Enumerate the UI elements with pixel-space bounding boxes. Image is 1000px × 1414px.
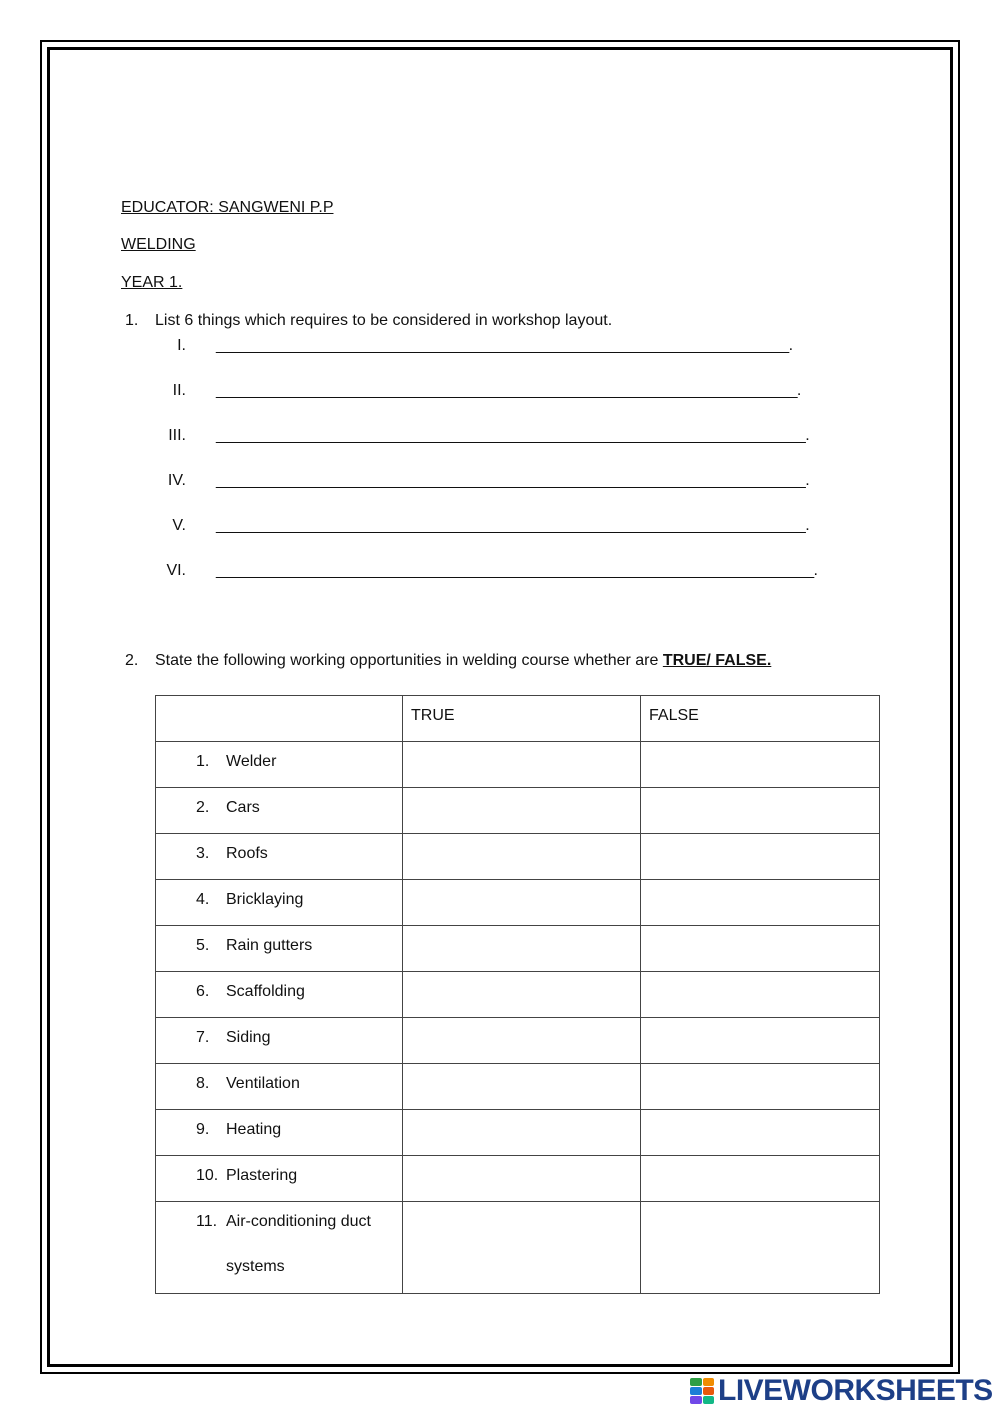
item-number: 1. (196, 753, 210, 770)
true-false-table (155, 695, 880, 1294)
header-cell-false: FALSE (641, 696, 880, 742)
question-1-text: List 6 things which requires to be considered in workshop layout. (155, 312, 613, 329)
true-answer-cell[interactable] (403, 880, 641, 926)
item-cell (156, 926, 403, 972)
item-label: Siding (226, 1029, 271, 1046)
false-answer-cell[interactable] (641, 1202, 880, 1294)
liveworksheets-brand (690, 1374, 993, 1408)
question-2-number: 2. (125, 652, 139, 669)
false-answer-cell[interactable] (641, 1018, 880, 1064)
true-answer-cell[interactable] (403, 926, 641, 972)
table-row (156, 1018, 880, 1064)
item-label: Cars (226, 799, 260, 816)
item-label: Plastering (226, 1167, 298, 1184)
answer-line[interactable]: _______________________________________________________________________. (216, 472, 810, 489)
educator-heading: EDUCATOR: SANGWENI P.P (121, 199, 334, 216)
answer-blank-4[interactable] (160, 472, 860, 492)
false-answer-cell[interactable] (641, 1156, 880, 1202)
item-label: Scaffolding (226, 983, 305, 1000)
item-label: Air-conditioning duct systems (226, 1213, 371, 1275)
true-answer-cell[interactable] (403, 1156, 641, 1202)
table-row (156, 834, 880, 880)
true-answer-cell[interactable] (403, 834, 641, 880)
item-cell (156, 788, 403, 834)
answer-numeral: IV. (167, 472, 186, 489)
item-label: Heating (226, 1121, 282, 1138)
table-row (156, 880, 880, 926)
true-answer-cell[interactable] (403, 1110, 641, 1156)
subject-heading: WELDING (121, 236, 196, 253)
item-cell (156, 834, 403, 880)
item-label: Bricklaying (226, 891, 304, 908)
table-row (156, 742, 880, 788)
answer-blank-5[interactable] (160, 517, 860, 537)
true-answer-cell[interactable] (403, 972, 641, 1018)
true-answer-cell[interactable] (403, 1018, 641, 1064)
false-answer-cell[interactable] (641, 834, 880, 880)
logo-tile (703, 1378, 715, 1386)
answer-blank-6[interactable] (160, 562, 860, 582)
answer-blank-2[interactable] (160, 382, 860, 402)
item-number: 10. (196, 1167, 219, 1184)
liveworksheets-wordmark: LIVEWORKSHEETS (718, 1374, 993, 1407)
item-label: Ventilation (226, 1075, 300, 1092)
item-label: Rain gutters (226, 937, 313, 954)
answer-numeral: I. (177, 337, 186, 354)
logo-tile (690, 1387, 702, 1395)
answer-numeral: II. (172, 382, 186, 399)
answer-numeral: III. (168, 427, 186, 444)
logo-tile (690, 1396, 702, 1404)
item-cell (156, 1018, 403, 1064)
answer-line[interactable]: _______________________________________________________________________. (216, 427, 810, 444)
item-number: 2. (196, 799, 210, 816)
false-answer-cell[interactable] (641, 880, 880, 926)
table-header-row (156, 696, 880, 742)
answer-line[interactable]: ________________________________________________________________________. (216, 562, 818, 579)
item-number: 6. (196, 983, 210, 1000)
false-answer-cell[interactable] (641, 926, 880, 972)
false-answer-cell[interactable] (641, 1110, 880, 1156)
table-row (156, 1202, 880, 1294)
answer-numeral: VI. (166, 562, 186, 579)
false-answer-cell[interactable] (641, 972, 880, 1018)
item-cell (156, 1156, 403, 1202)
item-number: 8. (196, 1075, 210, 1092)
question-1-number: 1. (125, 312, 139, 329)
question-2-text (155, 652, 771, 670)
item-cell (156, 972, 403, 1018)
true-answer-cell[interactable] (403, 742, 641, 788)
table-row (156, 788, 880, 834)
header-cell-true: TRUE (403, 696, 641, 742)
logo-tile (690, 1378, 702, 1386)
item-number: 5. (196, 937, 210, 954)
header-cell-item (156, 696, 403, 742)
answer-blank-1[interactable] (160, 337, 860, 357)
question-2-prompt: State the following working opportunities in welding course whether are (155, 652, 663, 669)
table-row (156, 972, 880, 1018)
false-answer-cell[interactable] (641, 788, 880, 834)
answer-line[interactable]: _____________________________________________________________________. (216, 337, 793, 354)
item-cell (156, 742, 403, 788)
false-answer-cell[interactable] (641, 742, 880, 788)
item-number: 11. (196, 1213, 218, 1230)
true-answer-cell[interactable] (403, 1202, 641, 1294)
item-cell (156, 880, 403, 926)
table-row (156, 926, 880, 972)
true-false-emphasis: TRUE/ FALSE. (662, 652, 772, 669)
true-answer-cell[interactable] (403, 788, 641, 834)
item-label: Welder (226, 753, 277, 770)
year-heading: YEAR 1. (121, 274, 183, 291)
item-number: 4. (196, 891, 210, 908)
answer-line[interactable]: ______________________________________________________________________. (216, 382, 801, 399)
table-row (156, 1064, 880, 1110)
item-cell (156, 1202, 403, 1294)
answer-blank-3[interactable] (160, 427, 860, 447)
false-answer-cell[interactable] (641, 1064, 880, 1110)
item-cell (156, 1064, 403, 1110)
answer-line[interactable]: _______________________________________________________________________. (216, 517, 810, 534)
logo-tile (703, 1396, 715, 1404)
true-answer-cell[interactable] (403, 1064, 641, 1110)
item-number: 7. (196, 1029, 210, 1046)
answer-numeral: V. (172, 517, 186, 534)
item-cell (156, 1110, 403, 1156)
item-label: Roofs (226, 845, 268, 862)
table-row (156, 1156, 880, 1202)
table-row (156, 1110, 880, 1156)
logo-tile (703, 1387, 715, 1395)
item-number: 3. (196, 845, 210, 862)
liveworksheets-logo-icon (690, 1378, 714, 1404)
item-number: 9. (196, 1121, 210, 1138)
